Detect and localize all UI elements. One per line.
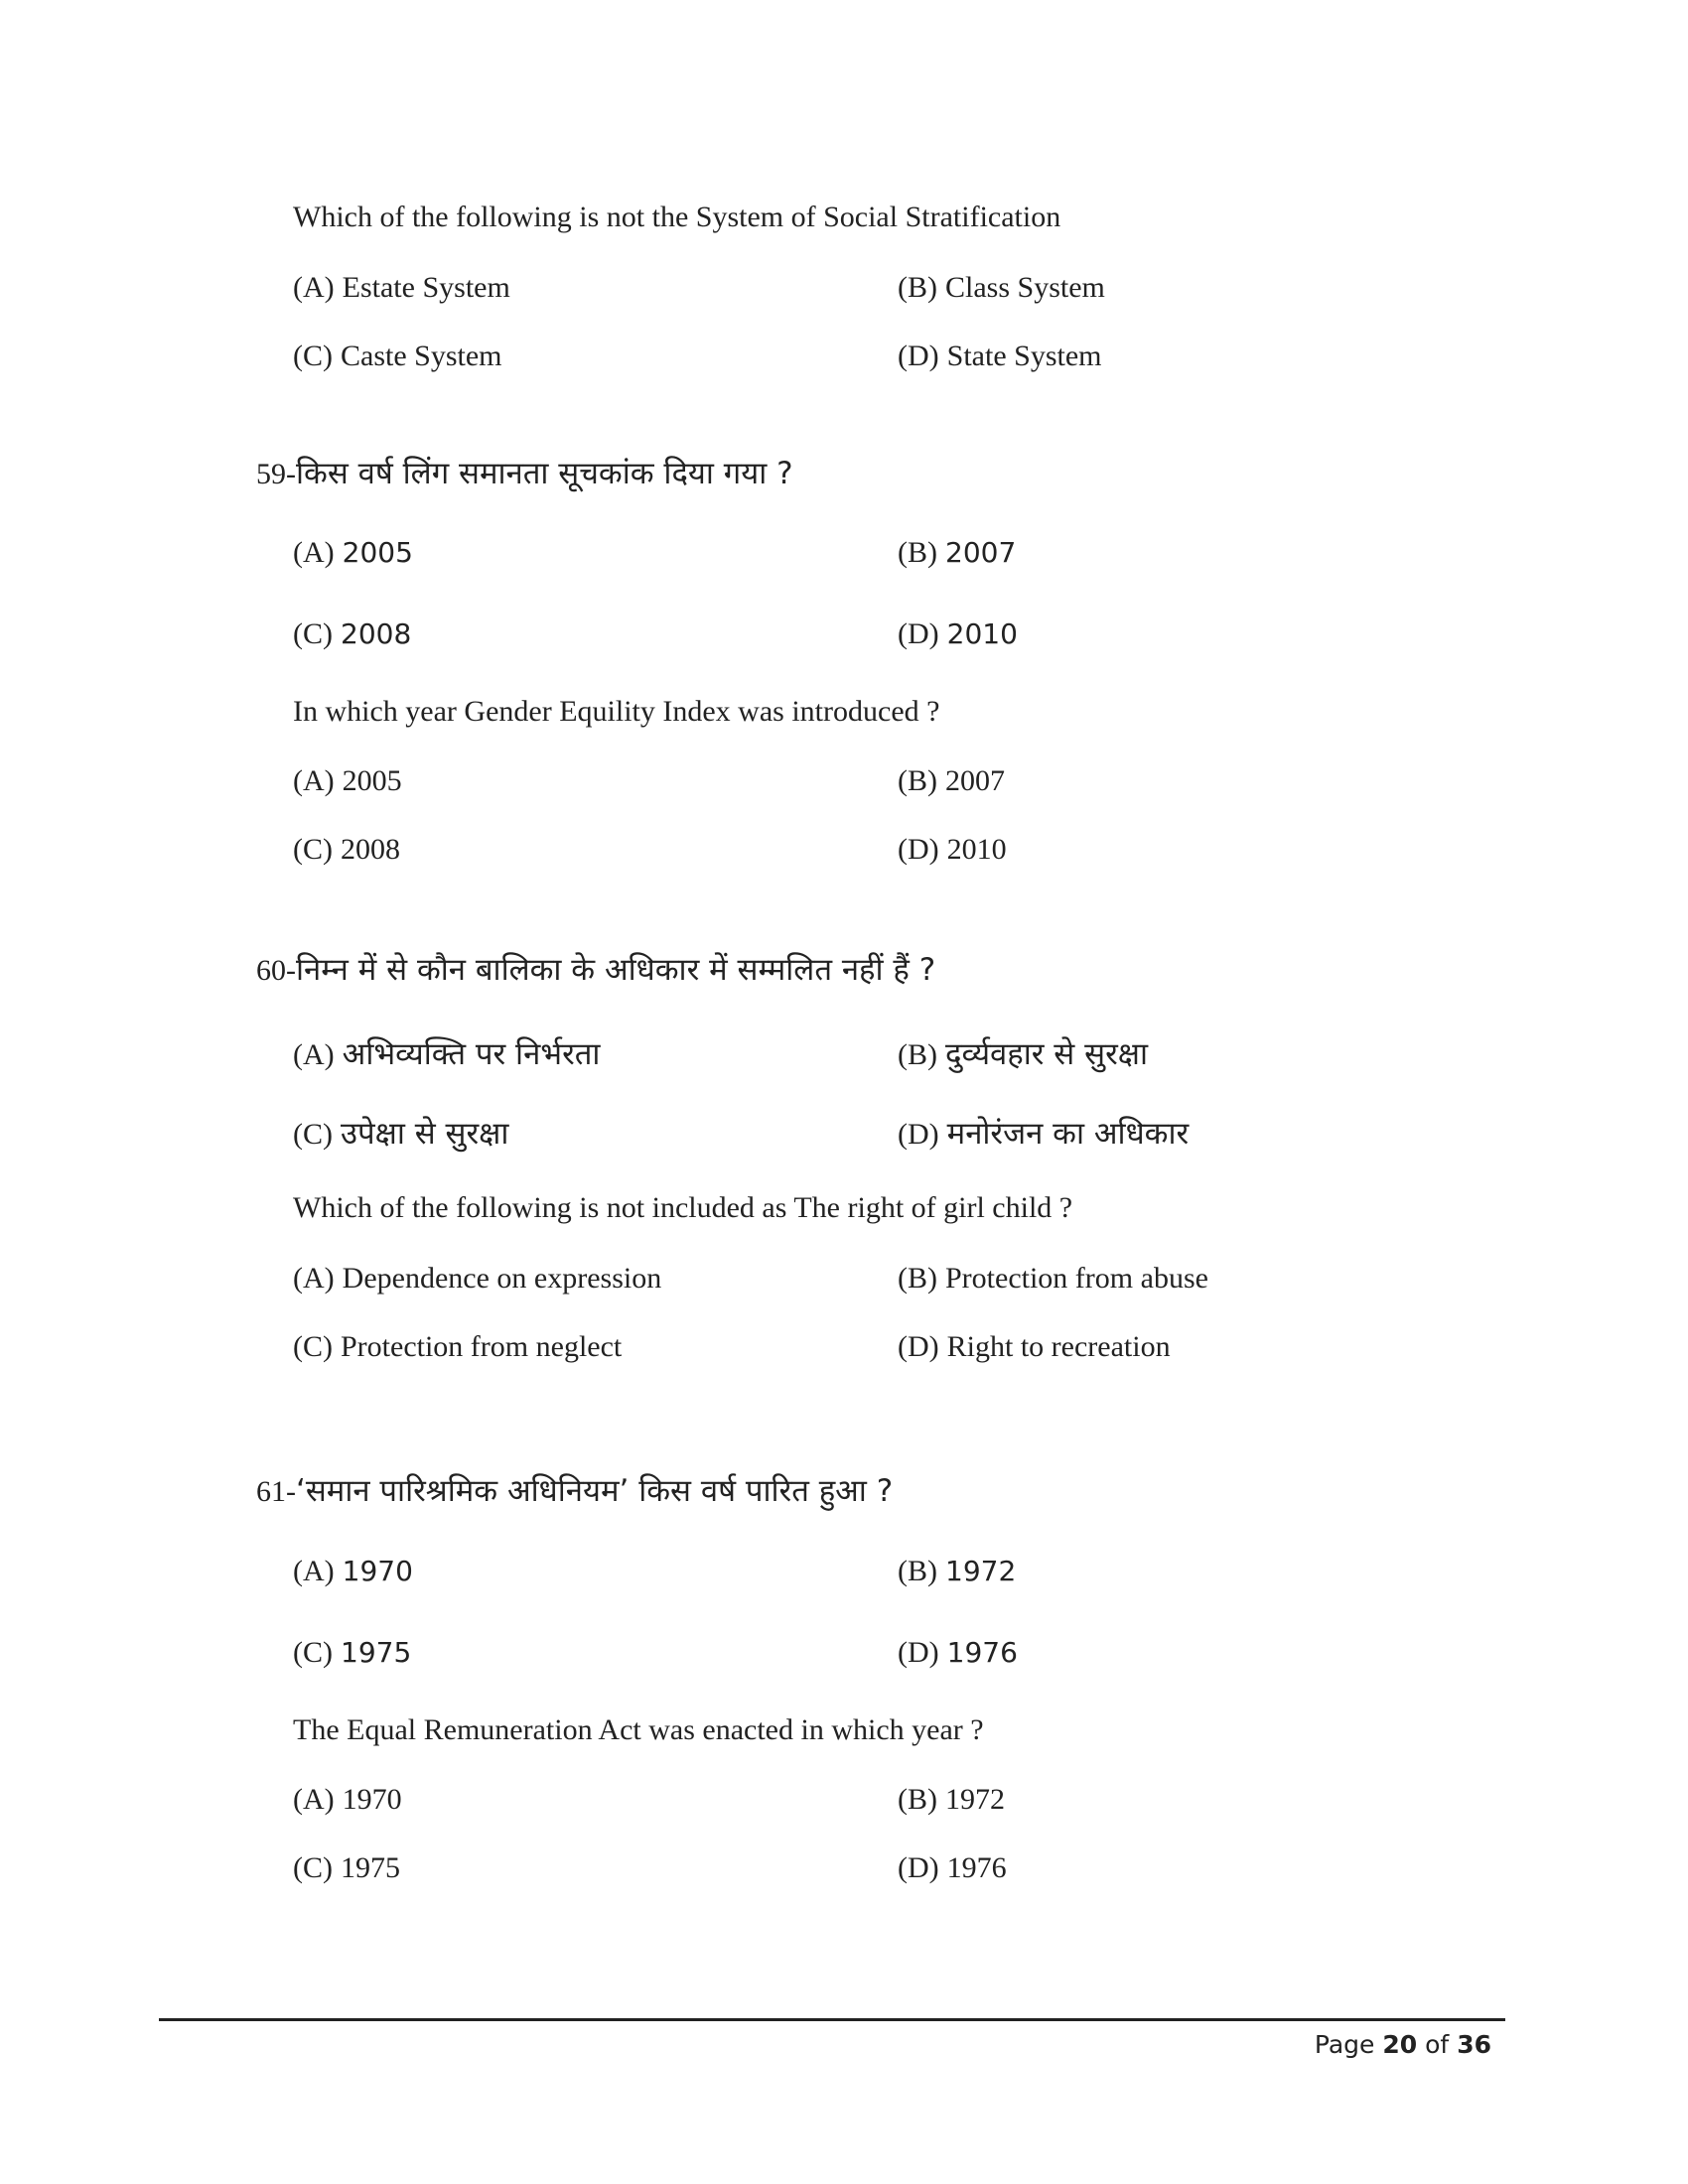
option-text: 1975 bbox=[341, 1851, 400, 1884]
option-label: (C) bbox=[293, 1118, 333, 1151]
option-text: 2005 bbox=[342, 764, 402, 797]
option-text: उपेक्षा से सुरक्षा bbox=[341, 1116, 509, 1152]
option-label: (B) bbox=[898, 1038, 937, 1071]
option-text: 1972 bbox=[945, 1555, 1017, 1587]
footer-divider bbox=[159, 2018, 1505, 2021]
option-text: Class System bbox=[945, 271, 1105, 304]
question-english: In which year Gender Equility Index was introduced ? bbox=[293, 695, 940, 728]
option-a bbox=[293, 1783, 402, 1817]
option-text: 2008 bbox=[341, 617, 412, 650]
option-label: (D) bbox=[898, 1330, 939, 1363]
option-c bbox=[293, 617, 411, 651]
option-label: (D) bbox=[898, 617, 939, 650]
option-label: (C) bbox=[293, 833, 333, 866]
page-of: of bbox=[1425, 2030, 1450, 2059]
option-b bbox=[898, 1783, 1005, 1817]
option-c bbox=[293, 1330, 622, 1364]
option-text: 2008 bbox=[341, 833, 400, 866]
option-text: 2010 bbox=[946, 617, 1018, 650]
option-d bbox=[898, 1851, 1007, 1885]
option-label: (A) bbox=[293, 271, 335, 304]
option-label: (C) bbox=[293, 340, 333, 372]
option-a bbox=[293, 271, 510, 305]
option-label: (A) bbox=[293, 1262, 335, 1295]
option-label: (D) bbox=[898, 1851, 939, 1884]
option-label: (A) bbox=[293, 536, 335, 569]
option-d bbox=[898, 1112, 1189, 1154]
question-english: Which of the following is not included as The right of girl child ? bbox=[293, 1191, 1073, 1224]
option-label: (D) bbox=[898, 340, 939, 372]
option-b bbox=[898, 271, 1105, 305]
option-d bbox=[898, 1636, 1018, 1670]
question-text: ‘समान पारिश्रमिक अधिनियम’ किस वर्ष पारित हुआ ? bbox=[296, 1473, 894, 1509]
option-text: 2007 bbox=[945, 764, 1005, 797]
option-text: 1976 bbox=[946, 1851, 1007, 1884]
option-label: (D) bbox=[898, 1118, 939, 1151]
option-label: (A) bbox=[293, 1783, 335, 1816]
option-text: 2007 bbox=[945, 536, 1017, 569]
option-label: (B) bbox=[898, 764, 937, 797]
option-label: (A) bbox=[293, 1555, 335, 1587]
option-label: (B) bbox=[898, 1783, 937, 1816]
option-label: (D) bbox=[898, 833, 939, 866]
option-a bbox=[293, 764, 402, 798]
option-b bbox=[898, 1032, 1148, 1074]
option-text: Protection from neglect bbox=[341, 1330, 623, 1363]
question-english: The Equal Remuneration Act was enacted in which year ? bbox=[293, 1713, 984, 1746]
option-c bbox=[293, 1636, 411, 1670]
option-d bbox=[898, 617, 1018, 651]
option-text: Protection from abuse bbox=[945, 1262, 1208, 1295]
option-text: 1976 bbox=[946, 1636, 1018, 1669]
option-text: 2010 bbox=[946, 833, 1007, 866]
option-label: (A) bbox=[293, 764, 335, 797]
option-a bbox=[293, 536, 413, 570]
option-label: (B) bbox=[898, 1262, 937, 1295]
option-a bbox=[293, 1262, 661, 1296]
option-text: 1972 bbox=[945, 1783, 1005, 1816]
option-label: (C) bbox=[293, 617, 333, 650]
option-text: Right to recreation bbox=[946, 1330, 1171, 1363]
option-label: (C) bbox=[293, 1851, 333, 1884]
question-hindi bbox=[256, 452, 793, 493]
question-hindi bbox=[256, 1469, 893, 1511]
option-text: Dependence on expression bbox=[342, 1262, 662, 1295]
total-pages: 36 bbox=[1457, 2030, 1491, 2059]
option-label: (A) bbox=[293, 1038, 335, 1071]
question-text: Which of the following is not the System of Social Stratification bbox=[293, 201, 1061, 233]
option-b bbox=[898, 764, 1005, 798]
option-label: (C) bbox=[293, 1636, 333, 1669]
option-text: दुर्व्यवहार से सुरक्षा bbox=[945, 1036, 1149, 1072]
option-text: 1975 bbox=[341, 1636, 412, 1669]
option-b bbox=[898, 1262, 1208, 1296]
option-text: 1970 bbox=[342, 1555, 413, 1587]
option-label: (B) bbox=[898, 271, 937, 304]
option-b bbox=[898, 536, 1016, 570]
question-hindi bbox=[256, 948, 935, 990]
option-label: (C) bbox=[293, 1330, 333, 1363]
option-label: (B) bbox=[898, 536, 937, 569]
option-d bbox=[898, 833, 1007, 867]
page-prefix: Page bbox=[1314, 2030, 1375, 2059]
option-text: Estate System bbox=[342, 271, 510, 304]
option-text: मनोरंजन का अधिकार bbox=[946, 1116, 1190, 1152]
option-a bbox=[293, 1555, 413, 1588]
option-text: State System bbox=[946, 340, 1102, 372]
question-text: निम्न में से कौन बालिका के अधिकार में सम्मलित नहीं हैं ? bbox=[296, 952, 936, 988]
option-b bbox=[898, 1555, 1016, 1588]
option-a bbox=[293, 1032, 600, 1074]
question-number: 60- bbox=[256, 954, 296, 987]
option-label: (D) bbox=[898, 1636, 939, 1669]
option-c bbox=[293, 833, 400, 867]
question-text: किस वर्ष लिंग समानता सूचकांक दिया गया ? bbox=[296, 456, 793, 491]
current-page: 20 bbox=[1382, 2030, 1418, 2059]
page-footer bbox=[1315, 2030, 1491, 2059]
option-text: Caste System bbox=[341, 340, 502, 372]
option-text: 2005 bbox=[342, 536, 413, 569]
option-text: 1970 bbox=[342, 1783, 402, 1816]
option-d bbox=[898, 1330, 1171, 1364]
option-c bbox=[293, 1112, 508, 1154]
option-c bbox=[293, 1851, 400, 1885]
option-c bbox=[293, 340, 502, 373]
option-text: अभिव्यक्ति पर निर्भरता bbox=[342, 1036, 601, 1072]
option-label: (B) bbox=[898, 1555, 937, 1587]
question-number: 61- bbox=[256, 1475, 296, 1508]
option-d bbox=[898, 340, 1102, 373]
question-number: 59- bbox=[256, 458, 296, 490]
